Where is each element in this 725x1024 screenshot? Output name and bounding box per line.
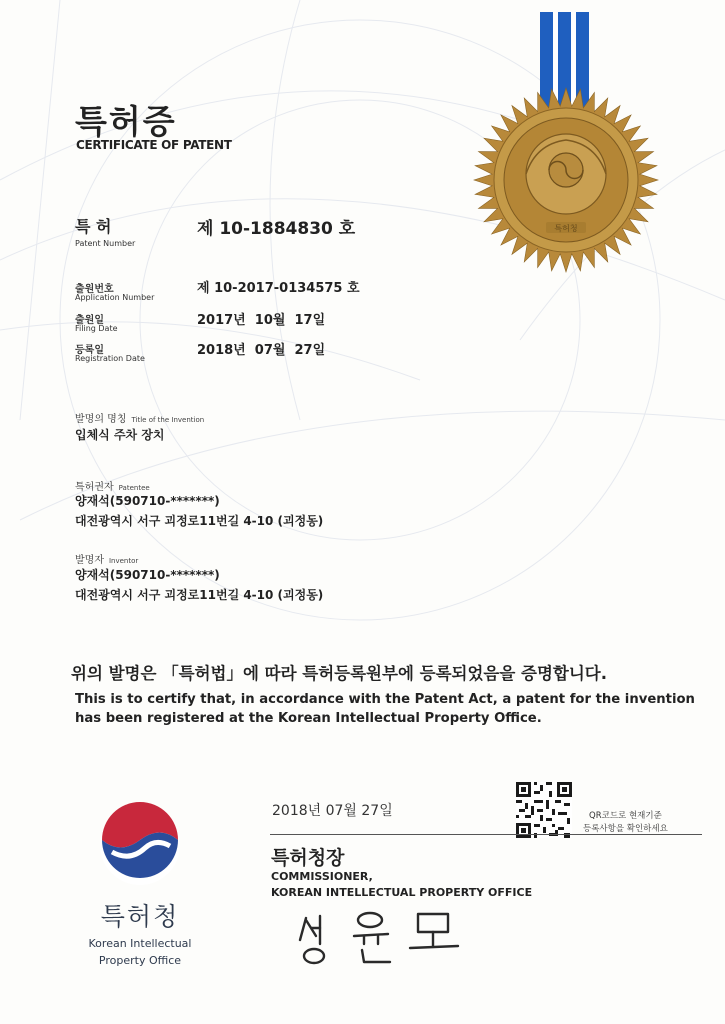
patent-number-value: 제 10-1884830 호 <box>197 219 356 239</box>
patentee-address: 대전광역시 서구 괴정로11번길 4-10 (괴정동) <box>75 514 324 528</box>
certification-text-en <box>75 690 695 728</box>
filing-date-label-en: Filing Date <box>75 324 118 333</box>
commissioner-office-en: KOREAN INTELLECTUAL PROPERTY OFFICE <box>271 886 533 899</box>
office-name: 특허청 <box>100 902 180 931</box>
application-number-label: 출원번호 <box>75 284 114 295</box>
inventor-label: 발명자 <box>75 555 104 566</box>
qr-note-line2: 등록사항을 확인하세요 <box>583 824 668 834</box>
inventor-address: 대전광역시 서구 괴정로11번길 4-10 (괴정동) <box>75 588 324 602</box>
certification-text-ko: 위의 발명은 「특허법」에 따라 특허등록원부에 등록되었음을 증명합니다. <box>71 664 607 683</box>
registration-date-label-en: Registration Date <box>75 354 145 363</box>
filing-date-value: 2017년 10월 17일 <box>197 313 326 328</box>
seal-text: 특허청 <box>554 224 578 233</box>
invention-label-row <box>75 407 204 426</box>
commissioner-signature <box>290 902 470 972</box>
patent-number-label: 특 허 <box>75 217 112 236</box>
office-name-en-line2: Property Office <box>98 954 182 967</box>
certificate-title: 특허증 <box>75 102 177 141</box>
inventor-label-en: Inventor <box>108 557 139 565</box>
qr-code-icon[interactable] <box>516 782 572 838</box>
registration-date-value: 2018년 07월 27일 <box>197 343 326 358</box>
application-number-label-en: Application Number <box>75 293 155 302</box>
certificate-title-en: CERTIFICATE OF PATENT <box>76 138 232 152</box>
office-name-en-line1: Korean Intellectual <box>88 937 192 950</box>
invention-label-en: Title of the Invention <box>131 416 205 424</box>
kipo-logo-icon <box>90 800 190 890</box>
commissioner-title-en: COMMISSIONER, <box>271 870 373 883</box>
inventor-name: 양재석(590710-*******) <box>75 568 220 582</box>
filing-date-label: 출원일 <box>75 315 104 326</box>
registration-date-label: 등록일 <box>75 345 104 356</box>
qr-note <box>583 810 668 836</box>
invention-label: 발명의 명칭 <box>75 414 127 425</box>
issue-date: 2018년 07월 27일 <box>272 803 393 819</box>
patentee-name: 양재석(590710-*******) <box>75 494 220 508</box>
certification-text-en-line2: has been registered at the Korean Intellectual Property Office. <box>75 711 542 726</box>
patentee-label-en: Patentee <box>118 484 150 492</box>
gold-seal <box>470 0 670 280</box>
inventor-label-row <box>75 548 138 567</box>
qr-note-line1: QR코드로 현재기준 <box>589 811 662 821</box>
patentee-label: 특허권자 <box>75 482 114 493</box>
certification-text-en-line1: This is to certify that, in accordance with the Patent Act, a patent for the invention <box>75 692 695 707</box>
divider-line <box>270 834 702 835</box>
invention-title: 입체식 주차 장치 <box>75 428 165 442</box>
patent-number-label-en: Patent Number <box>75 239 136 248</box>
application-number-value: 제 10-2017-0134575 호 <box>197 281 360 296</box>
commissioner-title: 특허청장 <box>271 847 345 869</box>
